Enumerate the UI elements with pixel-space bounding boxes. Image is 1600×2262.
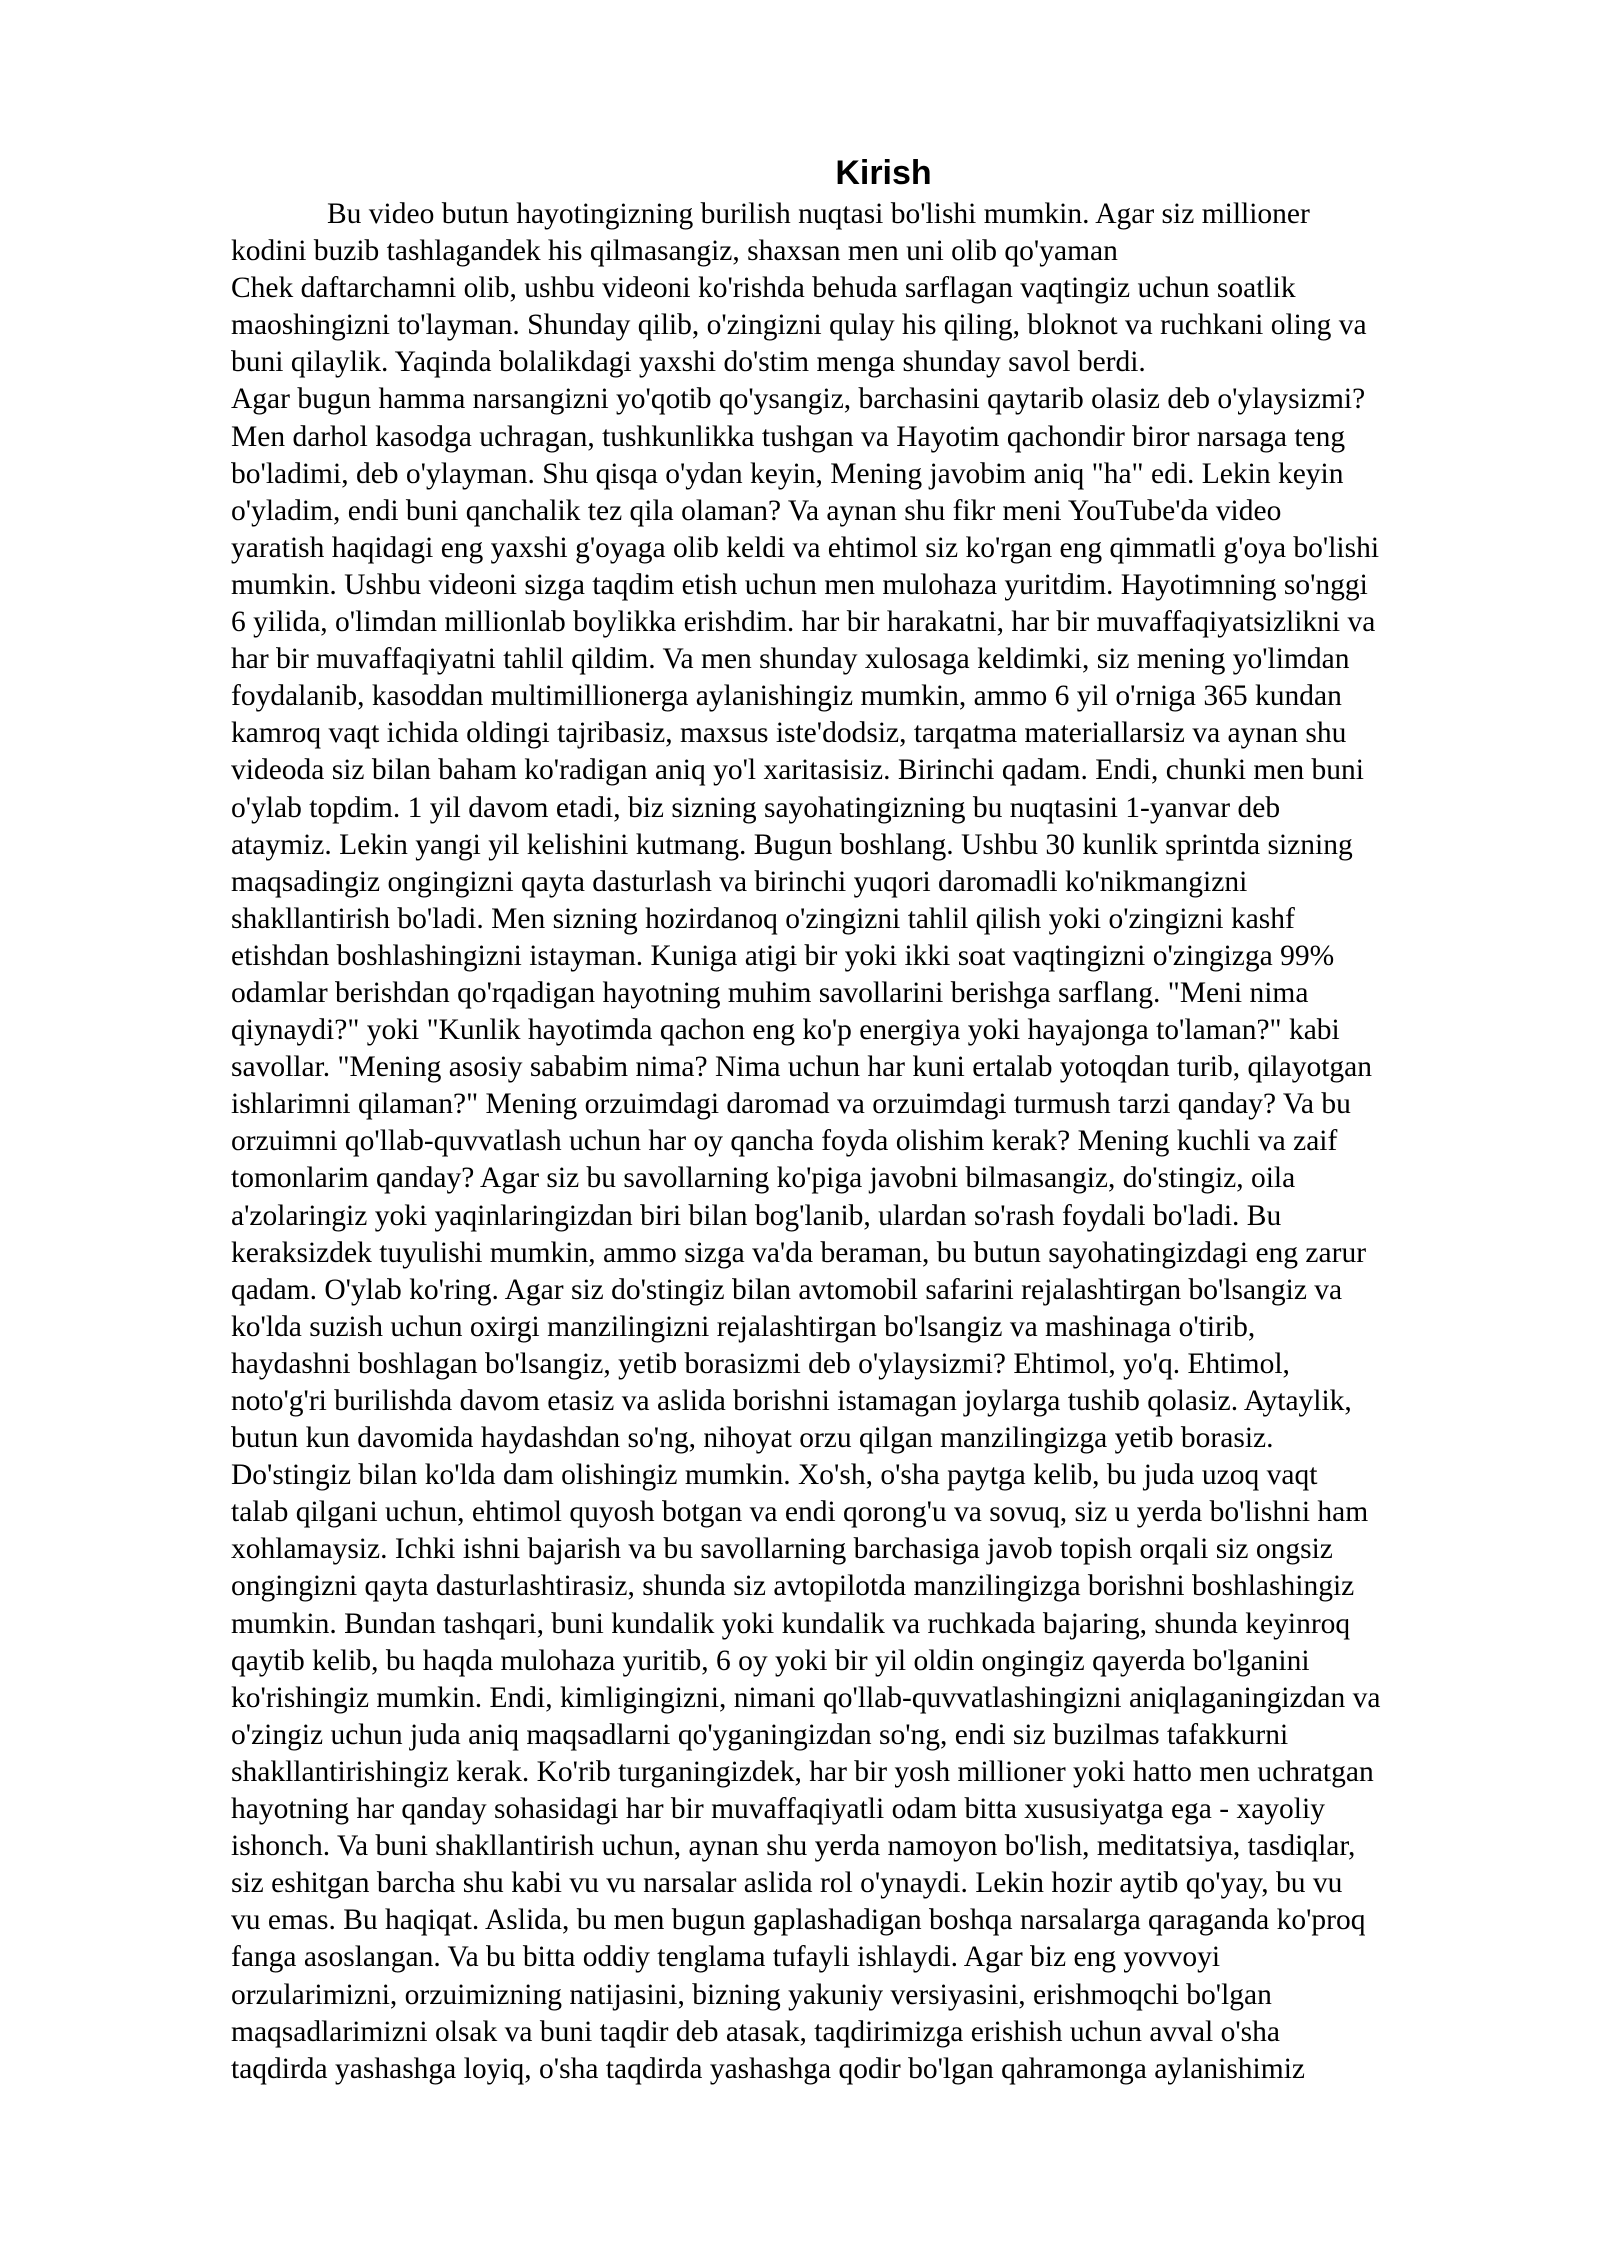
page-title: Kirish (835, 154, 932, 192)
text-line: Agar bugun hamma narsangizni yo'qotib qo'ysangiz, barchasini qaytarib olasiz deb o'ylaysizmi? (231, 383, 1366, 416)
text-line: qaytib kelib, bu haqda mulohaza yuritib, 6 oy yoki bir yil oldin ongingiz qayerda bo'lganini (231, 1644, 1310, 1677)
text-line: a'zolaringiz yoki yaqinlaringizdan biri bilan bog'lanib, ulardan so'rash foydali bo'ladi. Bu (231, 1199, 1282, 1232)
text-line: vu emas. Bu haqiqat. Aslida, bu men bugun gaplashadigan boshqa narsalarga qaraganda ko'proq (231, 1904, 1366, 1937)
text-line: savollar. "Mening asosiy sababim nima? Nima uchun har kuni ertalab yotoqdan turib, qilayotgan (231, 1051, 1372, 1084)
text-line: keraksizdek tuyulishi mumkin, ammo sizga va'da beraman, bu butun sayohatingizdagi eng zarur (231, 1236, 1367, 1269)
text-line: Men darhol kasodga uchragan, tushkunlikka tushgan va Hayotim qachondir biror narsaga teng (231, 420, 1346, 453)
text-line: haydashni boshlagan bo'lsangiz, yetib borasizmi deb o'ylaysizmi? Ehtimol, yo'q. Ehtimol, (231, 1347, 1290, 1380)
text-line: hayotning har qanday sohasidagi har bir muvaffaqiyatli odam bitta xususiyatga ega - xayoliy (231, 1793, 1325, 1826)
document-content (231, 150, 1506, 2088)
document-body (231, 196, 1506, 2088)
text-line: Do'stingiz bilan ko'lda dam olishingiz mumkin. Xo'sh, o'sha paytga kelib, bu juda uzoq vaqt (231, 1459, 1318, 1492)
text-line: tomonlarim qanday? Agar siz bu savollarning ko'piga javobni bilmasangiz, do'stingiz, oila (231, 1162, 1296, 1195)
text-line: maqsadlarimizni olsak va buni taqdir deb atasak, taqdirimizga erishish uchun avval o'sha (231, 2015, 1280, 2048)
text-line: bo'ladimi, deb o'ylayman. Shu qisqa o'ydan keyin, Mening javobim aniq "ha" edi. Lekin keyin (231, 457, 1344, 490)
text-line: siz eshitgan barcha shu kabi vu vu narsalar aslida rol o'ynaydi. Lekin hozir aytib qo'yay, bu vu (231, 1867, 1343, 1900)
text-line: mumkin. Ushbu videoni sizga taqdim etish uchun men mulohaza yuritdim. Hayotimning so'nggi (231, 568, 1368, 601)
text-line: xohlamaysiz. Ichki ishni bajarish va bu savollarning barchasiga javob topish orqali siz ongsiz (231, 1533, 1333, 1566)
text-line: Chek daftarchamni olib, ushbu videoni ko'rishda behuda sarflagan vaqtingiz uchun soatlik (231, 272, 1296, 305)
text-line: o'ylab topdim. 1 yil davom etadi, biz sizning sayohatingizning bu nuqtasini 1-yanvar deb (231, 791, 1281, 824)
text-line: o'zingiz uchun juda aniq maqsadlarni qo'yganingizdan so'ng, endi siz buzilmas tafakkurni (231, 1718, 1289, 1751)
text-line: odamlar berishdan qo'rqadigan hayotning muhim savollarini berishga sarflang. "Meni nima (231, 976, 1309, 1009)
text-line: har bir muvaffaqiyatni tahlil qildim. Va men shunday xulosaga keldimki, siz mening yo'limdan (231, 643, 1350, 676)
text-line: videoda siz bilan baham ko'radigan aniq yo'l xaritasisiz. Birinchi qadam. Endi, chunki men buni (231, 754, 1364, 787)
text-line: orzularimizni, orzuimizning natijasini, bizning yakuniy versiyasini, erishmoqchi bo'lgan (231, 1978, 1272, 2011)
text-line: 6 yilida, o'limdan millionlab boylikka erishdim. har bir harakatni, har bir muvaffaqiyatsizlikni va (231, 606, 1376, 639)
text-line: buni qilaylik. Yaqinda bolalikdagi yaxshi do'stim menga shunday savol berdi. (231, 346, 1146, 379)
text-line: o'yladim, endi buni qanchalik tez qila olaman? Va aynan shu fikr meni YouTube'da video (231, 494, 1282, 527)
text-line: qadam. O'ylab ko'ring. Agar siz do'stingiz bilan avtomobil safarini rejalashtirgan bo'lsangiz va (231, 1273, 1343, 1306)
text-line: orzuimni qo'llab-quvvatlash uchun har oy qancha foyda olishim kerak? Mening kuchli va zaif (231, 1125, 1338, 1158)
text-line: maoshingizni to'layman. Shunday qilib, o'zingizni qulay his qiling, bloknot va ruchkani oling va (231, 309, 1367, 342)
text-line: ko'rishingiz mumkin. Endi, kimligingizni, nimani qo'llab-quvvatlashingizni aniqlaganingizdan va (231, 1681, 1381, 1714)
text-line: Bu video butun hayotingizning burilish nuqtasi bo'lishi mumkin. Agar siz millioner (327, 198, 1310, 230)
text-line: talab qilgani uchun, ehtimol quyosh botgan va endi qorong'u va sovuq, siz u yerda bo'lishni ham (231, 1496, 1369, 1529)
text-line: kamroq vaqt ichida oldingi tajribasiz, maxsus iste'dodsiz, tarqatma materiallarsiz va aynan shu (231, 717, 1347, 750)
text-line: ko'lda suzish uchun oxirgi manzilingizni rejalashtirgan bo'lsangiz va mashinaga o'tirib, (231, 1310, 1256, 1343)
text-line: foydalanib, kasoddan multimillionerga aylanishingiz mumkin, ammo 6 yil o'rniga 365 kundan (231, 680, 1342, 713)
text-line: ongingizni qayta dasturlashtirasiz, shunda siz avtopilotda manzilingizga borishni boshlashingiz (231, 1570, 1355, 1603)
text-line: taqdirda yashashga loyiq, o'sha taqdirda yashashga qodir bo'lgan qahramonga aylanishimiz (231, 2052, 1305, 2085)
text-line: ataymiz. Lekin yangi yil kelishini kutmang. Bugun boshlang. Ushbu 30 kunlik sprintda sizning (231, 828, 1353, 861)
text-line: mumkin. Bundan tashqari, buni kundalik yoki kundalik va ruchkada bajaring, shunda keyinroq (231, 1607, 1351, 1640)
text-line: maqsadingiz ongingizni qayta dasturlash va birinchi yuqori daromadli ko'nikmangizni (231, 865, 1248, 898)
text-line: shakllantirish bo'ladi. Men sizning hozirdanoq o'zingizni tahlil qilish yoki o'zingizni kashf (231, 902, 1295, 935)
text-line: ishlarimni qilaman?" Mening orzuimdagi daromad va orzuimdagi turmush tarzi qanday? Va bu (231, 1088, 1351, 1121)
text-line: yaratish haqidagi eng yaxshi g'oyaga olib keldi va ehtimol siz ko'rgan eng qimmatli g'oya bo'lishi (231, 531, 1380, 564)
text-line: ishonch. Va buni shakllantirish uchun, aynan shu yerda namoyon bo'lish, meditatsiya, tasdiqlar, (231, 1830, 1356, 1863)
text-line: fanga asoslangan. Va bu bitta oddiy tenglama tufayli ishlaydi. Agar biz eng yovvoyi (231, 1941, 1221, 1974)
text-line: qiynaydi?" yoki "Kunlik hayotimda qachon eng ko'p energiya yoki hayajonga to'laman?" kabi (231, 1014, 1340, 1047)
text-line: noto'g'ri burilishda davom etasiz va aslida borishni istamagan joylarga tushib qolasiz. Aytaylik, (231, 1385, 1352, 1417)
text-line: etishdan boshlashingizni istayman. Kuniga atigi bir yoki ikki soat vaqtingizni o'zingizga 99% (231, 939, 1335, 972)
text-line: kodini buzib tashlagandek his qilmasangiz, shaxsan men uni olib qo'yaman (231, 235, 1118, 268)
text-line: butun kun davomida haydashdan so'ng, nihoyat orzu qilgan manzilingizga yetib borasiz. (231, 1422, 1274, 1455)
text-line: shakllantirishingiz kerak. Ko'rib turganingizdek, har bir yosh millioner yoki hatto men uchratgan (231, 1755, 1374, 1788)
